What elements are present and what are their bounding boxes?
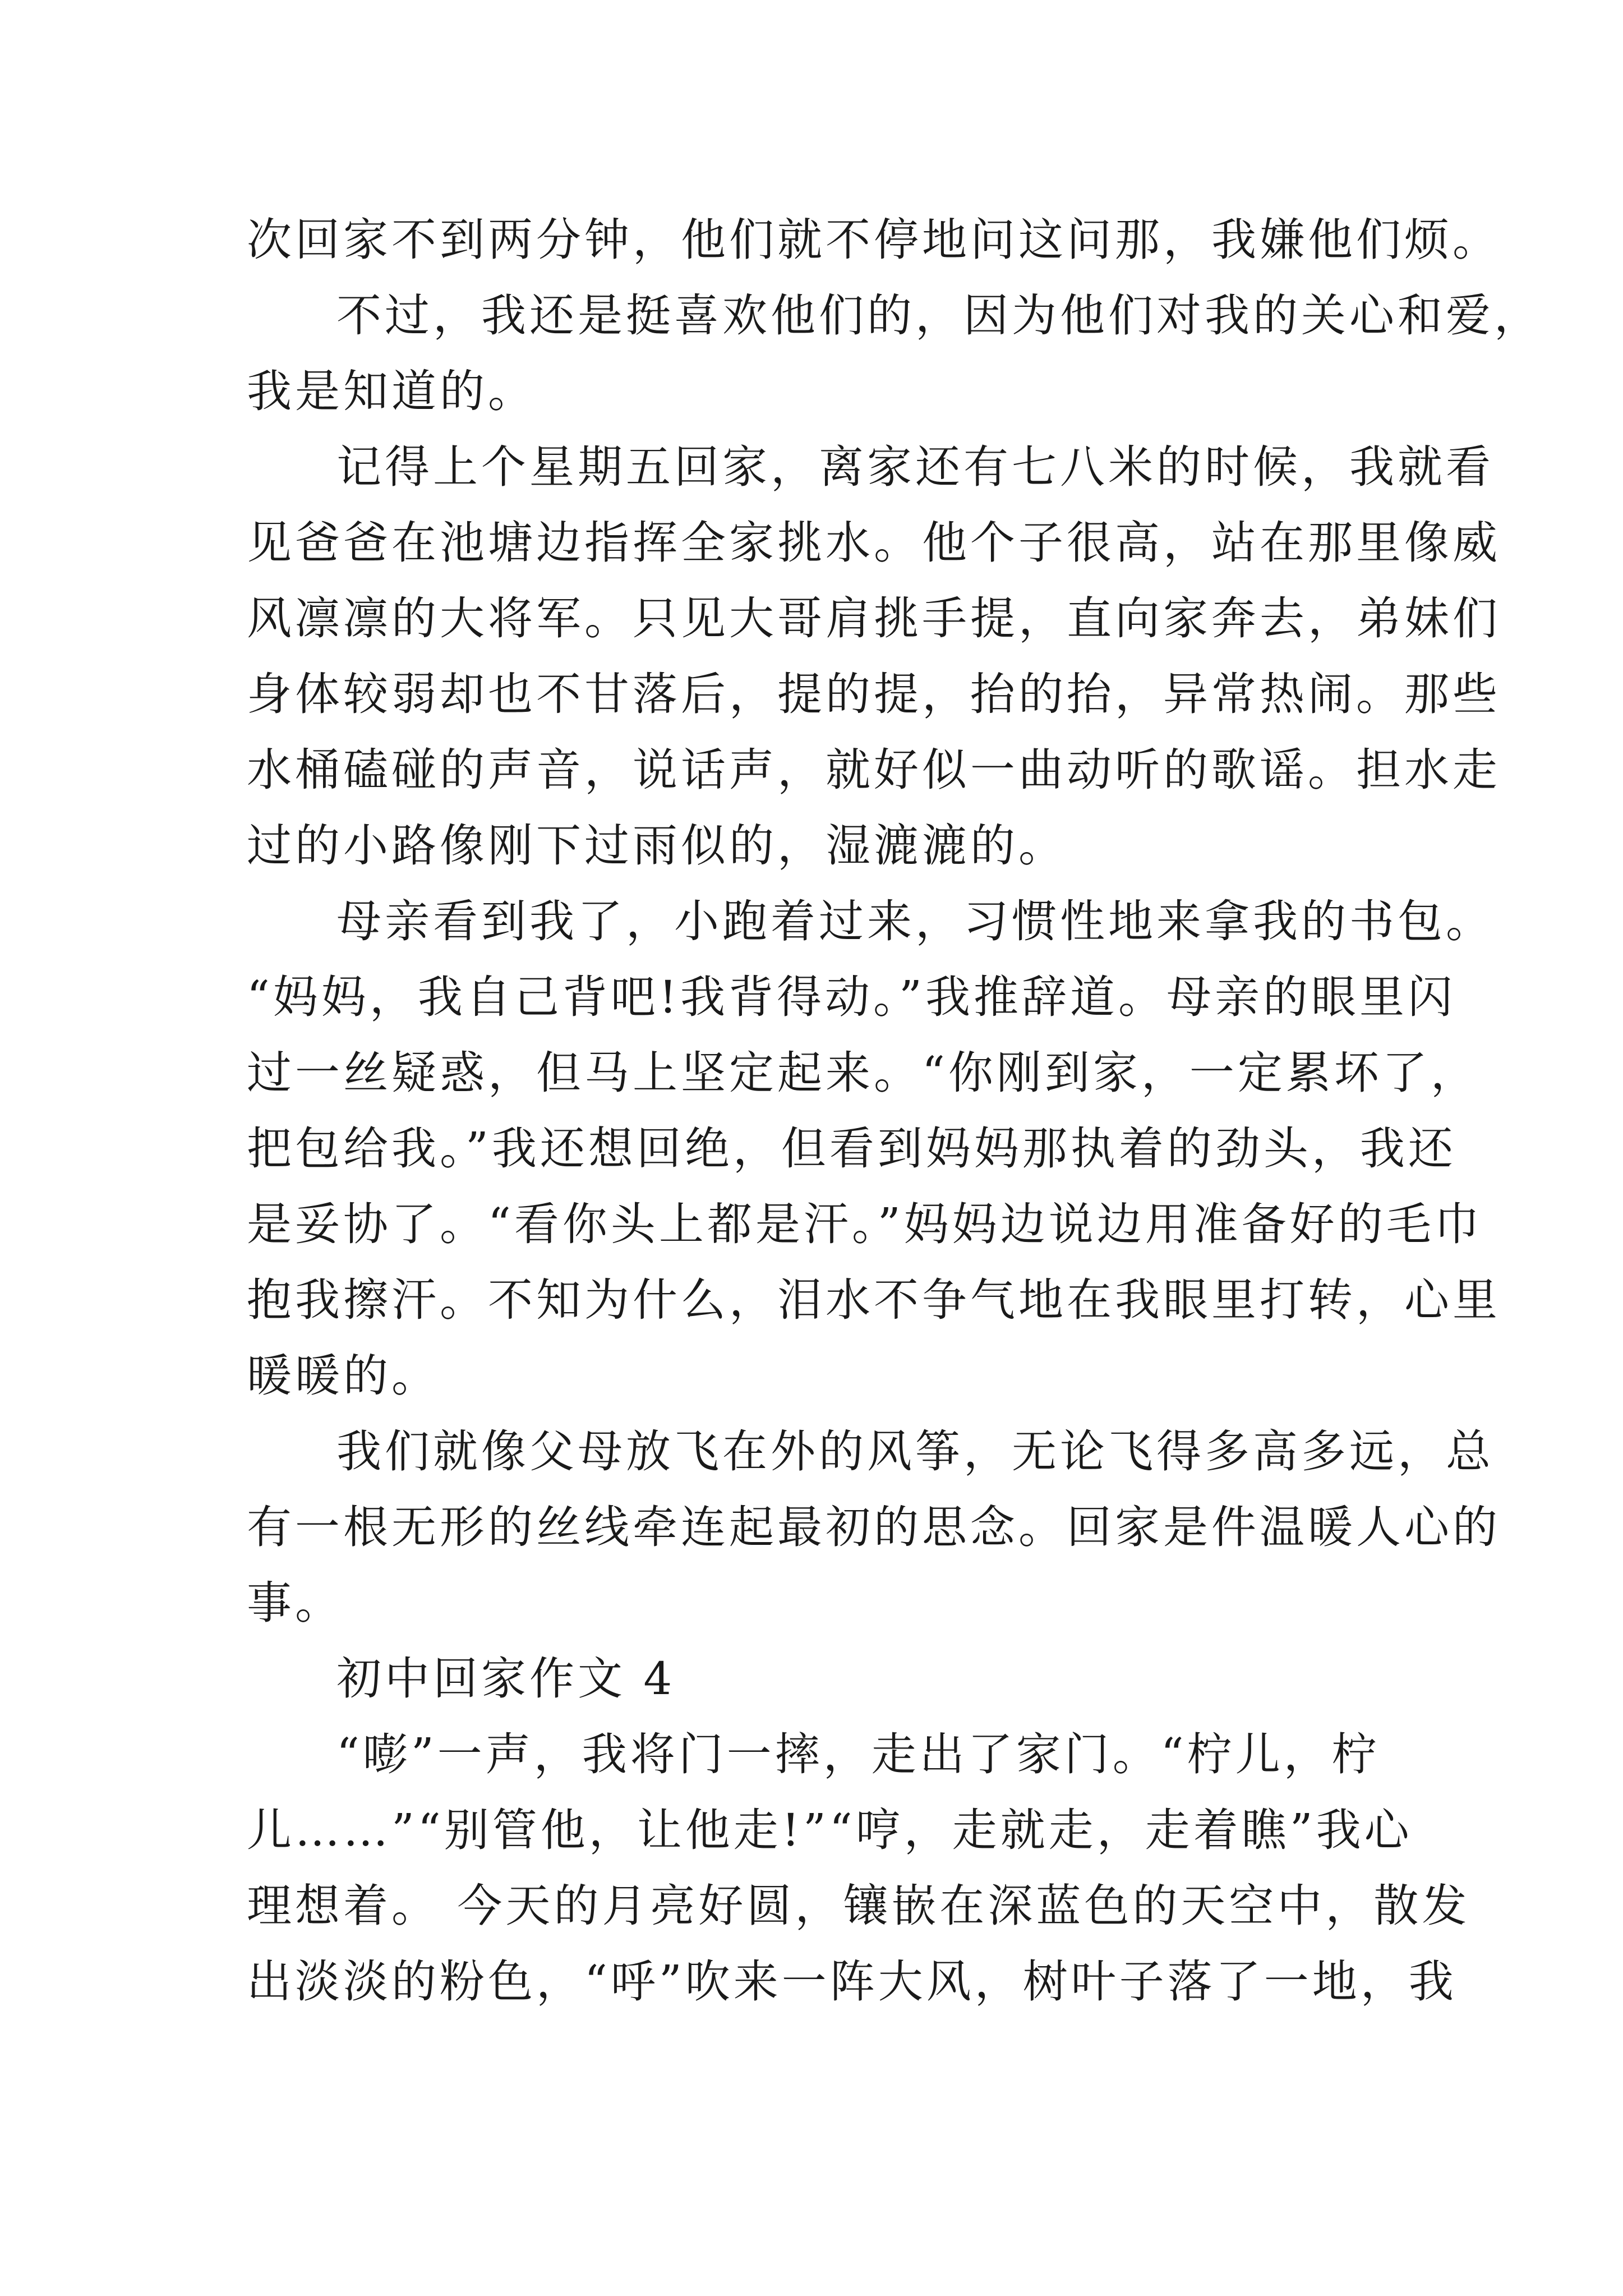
text-line: 是妥协了。“看你头上都是汗。”妈妈边说边用准备好的毛巾 <box>247 1198 1483 1250</box>
text-line: 抱我擦汗。不知为什么，泪水不争气地在我眼里打转，心里 <box>247 1274 1501 1326</box>
essay-text <box>247 202 1542 2019</box>
text-line: 过一丝疑惑，但马上坚定起来。“你刚到家，一定累坏了， <box>247 1047 1479 1099</box>
section-heading: 初中回家作文 4 <box>336 1653 676 1705</box>
text-line: 记得上个星期五回家，离家还有七八米的时候，我就看 <box>336 441 1494 493</box>
text-line: 理想着。 今天的月亮好圆，镶嵌在深蓝色的天空中，散发 <box>247 1880 1470 1932</box>
text-line: 身体较弱却也不甘落后，提的提，抬的抬，异常热闹。那些 <box>247 668 1501 720</box>
text-line: “嘭”一声，我将门一摔，走出了家门。“柠儿，柠 <box>336 1728 1380 1780</box>
text-line: 见爸爸在池塘边指挥全家挑水。他个子很高，站在那里像威 <box>247 517 1501 569</box>
text-line: 儿……”“别管他，让他走!”“哼，走就走，走着瞧”我心 <box>247 1804 1413 1856</box>
text-line: 事。 <box>247 1577 343 1629</box>
text-line: 暖暖的。 <box>247 1350 440 1402</box>
text-line: 风凛凛的大将军。只见大哥肩挑手提，直向家奔去，弟妹们 <box>247 592 1501 645</box>
text-line: 把包给我。”我还想回绝，但看到妈妈那执着的劲头，我还 <box>247 1122 1456 1175</box>
text-line: 过的小路像刚下过雨似的，湿漉漉的。 <box>247 820 1067 872</box>
text-line: 次回家不到两分钟，他们就不停地问这问那，我嫌他们烦。 <box>247 214 1501 266</box>
text-line: 有一根无形的丝线牵连起最初的思念。回家是件温暖人心的 <box>247 1501 1501 1553</box>
text-line: “妈妈，我自己背吧!我背得动。”我推辞道。母亲的眼里闪 <box>247 971 1456 1023</box>
text-line: 母亲看到我了，小跑着过来，习惯性地来拿我的书包。 <box>336 895 1494 947</box>
text-line: 水桶磕碰的声音，说话声，就好似一曲动听的歌谣。担水走 <box>247 744 1501 796</box>
text-line: 我是知道的。 <box>247 365 536 417</box>
text-line: 不过，我还是挺喜欢他们的，因为他们对我的关心和爱， <box>336 289 1542 342</box>
text-line: 出淡淡的粉色，“呼”吹来一阵大风，树叶子落了一地，我 <box>247 1955 1457 2008</box>
text-line: 我们就像父母放飞在外的风筝，无论飞得多高多远，总 <box>336 1425 1494 1478</box>
